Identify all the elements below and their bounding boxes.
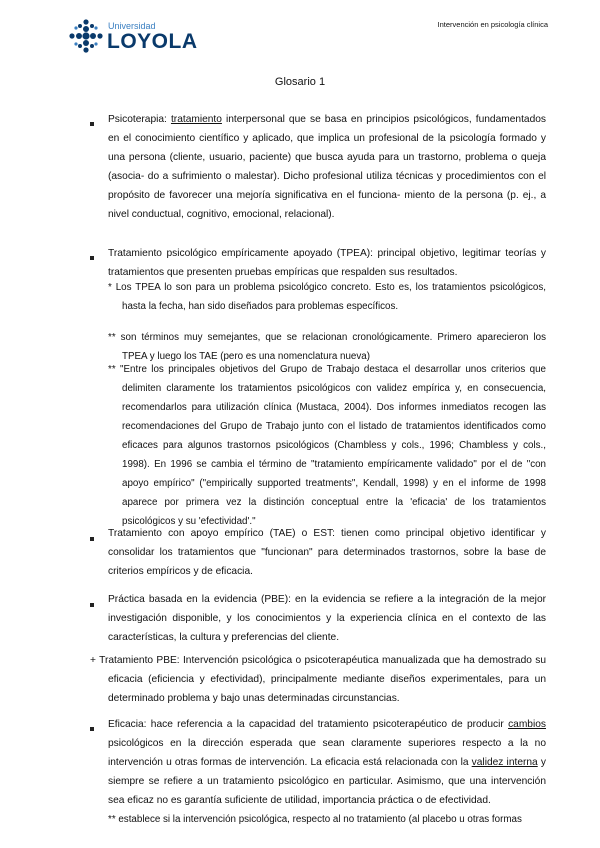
logo-top-word: Universidad (108, 21, 156, 31)
entry-tpea: Tratamiento psicológico empíricamente apoyado (TPEA): principal objetivo, legitimar teorías y tratamientos que presenten pruebas empíricas que respalden sus resultados. (108, 248, 546, 278)
tpea-note-1: * Los TPEA lo son para un problema psicológico concreto. Esto es, los tratamientos psicológicos, hasta la fecha, han sido diseñados para problemas específicos. (108, 282, 546, 312)
bullet-psicoterapia (90, 122, 94, 126)
entry-tae: Tratamiento con apoyo empírico (TAE) o EST: tienen como principal objetivo identificar y consolidar los tratamientos que "funcionan" para determinados trastornos, sobre la base de criterios empíricos y de eficacia. (108, 528, 546, 577)
link-cambios[interactable]: cambios (508, 719, 546, 730)
bullet-tae (90, 537, 94, 541)
psicoterapia-text: interpersonal que se basa en principios psicológicos, fundamentados en el conocimiento científico y aplicado, que implica un profesional de la psicología formado y una persona (cliente, usuario, paciente) que busca ayuda para un trastorno, problema o queja (asocia- do a sufrimiento o malestar). Dicho profesional utiliza técnicas y procedimientos con el propósito de favorecer una mejoría significativa en el funciona- miento de la persona (p. ej., a nivel conductual, cognitivo, emocional, relacional). (108, 114, 546, 220)
university-logo (68, 18, 218, 58)
eficacia-text-a: Eficacia: hace referencia a la capacidad del tratamiento psicoterapéutico de producir (108, 719, 509, 730)
entry-eficacia (108, 715, 546, 810)
tpea-note-2: ** son términos muy semejantes, que se relacionan cronológicamente. Primero aparecieron los TPEA y luego los TAE (pero es una nomenclatura nueva) (108, 332, 546, 362)
cross-dots-icon (68, 18, 104, 54)
subject-header: Intervención en psicología clínica (437, 20, 548, 29)
term-psicoterapia: Psicoterapia: (108, 114, 167, 125)
eficacia-note: ** establece si la intervención psicológica, respecto al no tratamiento (al placebo u otras formas (108, 814, 522, 825)
eficacia-text-c: y siempre se refiere a un tratamiento psicológico en particular. Asimismo, que una intervención sea eficaz no es garantía suficiente de utilidad, importancia práctica o de efectividad. (108, 757, 546, 806)
bullet-eficacia (90, 727, 94, 731)
tpea-note-3: ** "Entre los principales objetivos del Grupo de Trabajo destaca el desarrollar unos criterios que delimiten claramente los tratamientos psicológicos con validez empírica y, en consecuencia, recomendarlos para utilización clínica (Mustaca, 2004). Dos informes inmediatos recogen las recomendaciones del Grupo de Trabajo junto con el listado de tratamientos identificados como eficaces para algunos trastornos psicológicos (Chambless y cols., 1996; Chambless y cols., 1998). En 1996 se cambia el término de "tratamiento empíricamente validado" por el de "con apoyo empírico" ("empirically supported treatments", Kendall, 1998) y en el informe de 1998 aparece por primera vez la distinción conceptual entre la 'eficacia' de los tratamientos psicológicos y su 'efectividad'." (108, 364, 546, 527)
entry-psicoterapia (108, 110, 546, 224)
entry-tratamiento-pbe: + Tratamiento PBE: Intervención psicológica o psicoterapéutica manualizada que ha demostrado su eficacia (eficiencia y efectividad), principalmente mediante diseños experimentales, para un determinado problema y bajo unas determinadas circunstancias. (90, 655, 546, 704)
logo-main-word: LOYOLA (107, 30, 198, 53)
eficacia-text-b: psicológicos en la dirección esperada que sean claramente superiores respecto a la no intervención u otras formas de intervención. La eficacia está relacionada con la (108, 738, 546, 768)
link-tratamiento[interactable]: tratamiento (170, 114, 222, 125)
entry-pbe: Práctica basada en la evidencia (PBE): en la evidencia se refiere a la integración de la mejor investigación disponible, y los conocimientos y la experiencia clínica en el contexto de las características, la cultura y preferencias del cliente. (108, 594, 546, 643)
page-title: Glosario 1 (274, 76, 326, 88)
link-validez-interna[interactable]: validez interna (471, 757, 538, 768)
bullet-pbe (90, 603, 94, 607)
bullet-tpea (90, 256, 94, 260)
